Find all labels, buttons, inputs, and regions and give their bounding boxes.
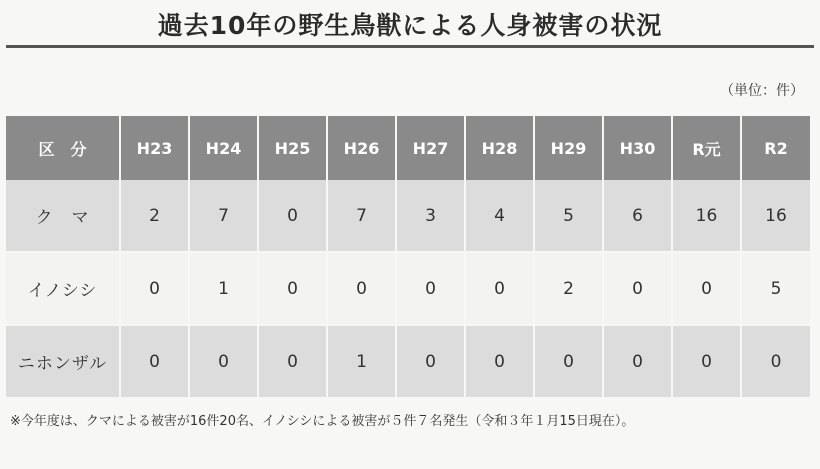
table-cell: 0 — [465, 325, 534, 398]
row-label: ク マ — [6, 180, 120, 252]
header-category: 区 分 — [6, 116, 120, 180]
table-cell: 0 — [465, 252, 534, 325]
footnote: ※今年度は、クマによる被害が16件20名、イノシシによる被害が５件７名発生（令和３年１月15日現在）。 — [10, 414, 635, 429]
table-header-row — [6, 116, 810, 180]
table-cell: 3 — [396, 180, 465, 252]
table-cell: 0 — [258, 180, 327, 252]
table-row-monkey — [6, 325, 810, 398]
row-label: ニホンザル — [6, 325, 120, 398]
header-h23: H23 — [120, 116, 189, 180]
table-cell: 0 — [672, 252, 741, 325]
table-cell: 7 — [189, 180, 258, 252]
table-cell: 0 — [741, 325, 810, 398]
header-h25: H25 — [258, 116, 327, 180]
table-cell: 0 — [327, 252, 396, 325]
table-cell: 0 — [258, 252, 327, 325]
table-cell: 2 — [120, 180, 189, 252]
header-h26: H26 — [327, 116, 396, 180]
header-r2: R2 — [741, 116, 810, 180]
table-cell: 0 — [258, 325, 327, 398]
page-title: 過去10年の野生鳥獣による人身被害の状況 — [157, 11, 663, 40]
title-underline — [6, 45, 814, 48]
table-cell: 0 — [120, 325, 189, 398]
injury-table — [6, 116, 810, 399]
table-row-boar — [6, 252, 810, 325]
header-h29: H29 — [534, 116, 603, 180]
table-cell: 0 — [672, 325, 741, 398]
row-label: イノシシ — [6, 252, 120, 325]
header-h30: H30 — [603, 116, 672, 180]
table-cell: 5 — [534, 180, 603, 252]
table-cell: 2 — [534, 252, 603, 325]
table-row-bear — [6, 180, 810, 252]
table-cell: 1 — [327, 325, 396, 398]
table-cell: 6 — [603, 180, 672, 252]
table-cell: 0 — [189, 325, 258, 398]
table-cell: 0 — [534, 325, 603, 398]
table-cell: 16 — [741, 180, 810, 252]
table-cell: 1 — [189, 252, 258, 325]
table-cell: 4 — [465, 180, 534, 252]
table-cell: 7 — [327, 180, 396, 252]
table-cell: 0 — [120, 252, 189, 325]
header-h27: H27 — [396, 116, 465, 180]
header-h28: H28 — [465, 116, 534, 180]
table-cell: 0 — [603, 252, 672, 325]
table-cell: 0 — [603, 325, 672, 398]
header-h24: H24 — [189, 116, 258, 180]
table-cell: 5 — [741, 252, 810, 325]
table-cell: 16 — [672, 180, 741, 252]
table-cell: 0 — [396, 252, 465, 325]
unit-label: （単位：件） — [720, 83, 804, 99]
header-r1: R元 — [672, 116, 741, 180]
table-cell: 0 — [396, 325, 465, 398]
